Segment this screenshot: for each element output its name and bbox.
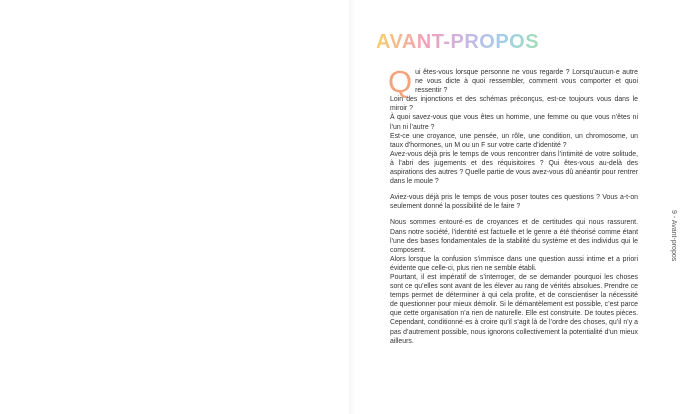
running-head-vertical: 9 - Avant-propos [670,210,677,262]
page-gutter [349,0,355,414]
paragraph-belief: Est-ce une croyance, une pensée, un rôle, une condition, un chromosome, un taux d’hormones, un M ou un F sur votre carte d’identité ? [390,132,638,149]
paragraph-gap [390,186,638,193]
paragraph-intro: Qui êtes-vous lorsque personne ne vous regarde ? Lorsqu’aucun·e autre ne vous dicte à quoi ressembler, comment vous comporter et quoi ressentir ? [388,64,638,99]
paragraph-gap [390,211,638,218]
paragraph-confusion: Alors lorsque la confusion s’immisce dans une question aussi intime et a priori évidente que celle-ci, plus rien ne semble établi. [390,255,638,272]
paragraph-questions: Aviez-vous déjà pris le temps de vous poser toutes ces questions ? Vous a-t-on seulement donné la possibilité de le faire ? [390,194,638,211]
paragraph-mirror: Loin des injonctions et des schémas préconçus, est-ce toujours vous dans le miroir ? [390,96,638,113]
chapter-title: AVANT-PROPOS [376,31,540,53]
paragraph-solitude: Avez-vous déjà pris le temps de vous rencontrer dans l’intimité de votre solitude, à l’abri des jugements et des réquisitoires ? Qui êtes-vous au-delà des aspirations des autres ? Quelle partie de vous avez-vous dû anéantir pour rentrer dans le moule ? [390,150,638,186]
paragraph-certitudes: Nous sommes entouré·es de croyances et de certitudes qui nous rassurent. Dans notre société, l’identité est factuelle et le genre a été théorisé comme étant l’une des bases fondamentales de la stabilité du système et des individus qui le composent. [390,219,638,254]
body-text [388,64,638,346]
paragraph-interroger: Pourtant, il est impératif de s’interroger, de se demander pourquoi les choses sont ce qu’elles sont avant de les élever au rang de vérités absolues. Prendre ce temps permet de déterminer à qui cela profite, et de conscientiser la nécessité de questionner pour mieux démolir. Si le démantèlement est possible, c’est parce que cette organisation n’a rien de naturelle. Elle est construite. De toutes pièces. Cependant, conditionné·es à croire qu’il s’agit là de l’ordre des choses, qu’il n’y a pas d’autrement possible, nous ignorons collectivement la potentialité d’un mieux ailleurs. [390,273,638,345]
drop-cap: Q [388,64,413,99]
paragraph-gender: À quoi savez-vous que vous êtes un homme, une femme ou que vous n’êtes ni l’un ni l’autre ? [390,114,638,131]
